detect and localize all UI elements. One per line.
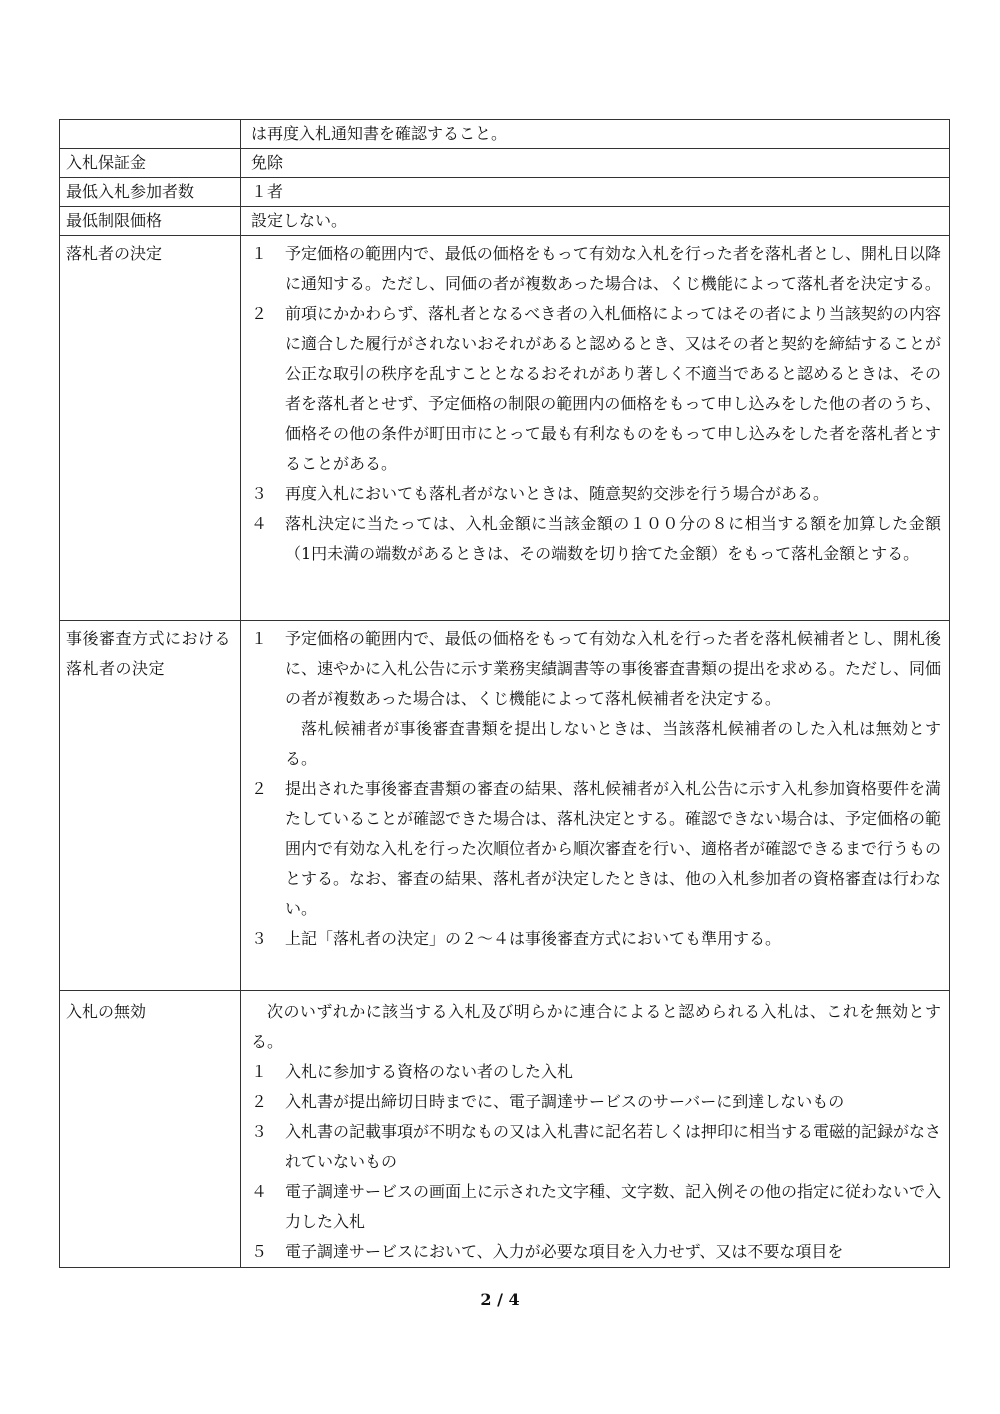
item-number: ２ bbox=[251, 779, 268, 798]
item-number: １ bbox=[251, 244, 268, 263]
row-label bbox=[60, 120, 241, 149]
list-item bbox=[251, 479, 941, 509]
item-text: 入札に参加する資格のない者のした入札 bbox=[285, 1062, 574, 1081]
table-row-decision bbox=[60, 236, 950, 621]
row-content: 免除 bbox=[241, 149, 950, 178]
list-item bbox=[251, 1237, 941, 1267]
row-content bbox=[241, 991, 950, 1268]
item-number: ３ bbox=[251, 484, 268, 503]
list-item bbox=[251, 774, 941, 924]
list-item bbox=[251, 509, 941, 569]
item-text: 提出された事後審査書類の審査の結果、落札候補者が入札公告に示す入札参加資格要件を満たしていることが確認できた場合は、落札決定とする。確認できない場合は、予定価格の範囲内で有効な入札を行った次順位者から順次審査を行い、適格者が確認できるまで行うものとする。なお、審査の結果、落札者が決定したときは、他の入札参加者の資格審査は行わない。 bbox=[285, 779, 942, 918]
item-number: ４ bbox=[251, 1182, 268, 1201]
list-item bbox=[251, 624, 941, 714]
row-label: 入札の無効 bbox=[60, 991, 241, 1268]
item-text: 予定価格の範囲内で、最低の価格をもって有効な入札を行った者を落札者とし、開札日以降に通知する。ただし、同価の者が複数あった場合は、くじ機能によって落札者を決定する。 bbox=[285, 244, 941, 293]
row-content bbox=[241, 621, 950, 991]
row-label: 入札保証金 bbox=[60, 149, 241, 178]
row-content: 設定しない。 bbox=[241, 207, 950, 236]
list-item bbox=[251, 1087, 941, 1117]
table-row-continuation bbox=[60, 120, 950, 149]
list-item bbox=[251, 924, 941, 954]
row-content bbox=[241, 236, 950, 621]
item-number: ３ bbox=[251, 929, 268, 948]
item-number: ４ bbox=[251, 514, 268, 533]
item-number: ３ bbox=[251, 1122, 268, 1141]
list-item bbox=[251, 239, 941, 299]
row-content: １者 bbox=[241, 178, 950, 207]
item-text: 入札書の記載事項が不明なもの又は入札書に記名若しくは押印に相当する電磁的記録がなされていないもの bbox=[285, 1122, 942, 1171]
table-row-deposit bbox=[60, 149, 950, 178]
row-label: 最低入札参加者数 bbox=[60, 178, 241, 207]
row-label: 落札者の決定 bbox=[60, 236, 241, 621]
intro-text: 次のいずれかに該当する入札及び明らかに連合によると認められる入札は、これを無効とする。 bbox=[251, 1002, 941, 1051]
item-text: 前項にかかわらず、落札者となるべき者の入札価格によってはその者により当該契約の内容に適合した履行がされないおそれがあると認めるとき、又はその者と契約を締結することが公正な取引の秩序を乱すこととなるおそれがあり著しく不適当であると認めるときは、その者を落札者とせず、予定価格の制限の範囲内の価格をもって申し込みをした他の者のうち、価格その他の条件が町田市にとって最も有利なものをもって申し込みをした者を落札者とすることがある。 bbox=[285, 304, 942, 473]
item-text: 予定価格の範囲内で、最低の価格をもって有効な入札を行った者を落札候補者とし、開札後に、速やかに入札公告に示す業務実績調書等の事後審査書類の提出を求める。ただし、同価の者が複数あった場合は、くじ機能によって落札候補者を決定する。 bbox=[285, 629, 942, 708]
item-number: ２ bbox=[251, 1092, 268, 1111]
item-number: ５ bbox=[251, 1242, 268, 1261]
table-row-post-review bbox=[60, 621, 950, 991]
item-text: 電子調達サービスにおいて、入力が必要な項目を入力せず、又は不要な項目を bbox=[285, 1242, 844, 1261]
item-text: 落札候補者が事後審査書類を提出しないときは、当該落札候補者のした入札は無効とする。 bbox=[285, 719, 941, 768]
list-item bbox=[251, 1177, 941, 1237]
row-label: 最低制限価格 bbox=[60, 207, 241, 236]
item-text: 再度入札においても落札者がないときは、随意契約交渉を行う場合がある。 bbox=[285, 484, 830, 503]
item-text: 入札書が提出締切日時までに、電子調達サービスのサーバーに到達しないもの bbox=[285, 1092, 845, 1111]
table-row-min-bidders bbox=[60, 178, 950, 207]
item-text: 上記「落札者の決定」の２～４は事後審査方式においても準用する。 bbox=[285, 929, 782, 948]
item-number: １ bbox=[251, 1062, 268, 1081]
item-number bbox=[251, 714, 285, 774]
row-content: は再度入札通知書を確認すること。 bbox=[241, 120, 950, 149]
list-item bbox=[251, 1057, 941, 1087]
terms-table bbox=[59, 119, 950, 1268]
item-text: 落札決定に当たっては、入札金額に当該金額の１００分の８に相当する額を加算した金額（1円未満の端数があるときは、その端数を切り捨てた金額）をもって落札金額とする。 bbox=[285, 514, 941, 563]
list-item bbox=[251, 299, 941, 479]
row-label: 事後審査方式における落札者の決定 bbox=[60, 621, 241, 991]
item-text: 電子調達サービスの画面上に示された文字種、文字数、記入例その他の指定に従わないで入力した入札 bbox=[285, 1182, 942, 1231]
list-item bbox=[251, 714, 941, 774]
table-row-min-price bbox=[60, 207, 950, 236]
page-indicator: 2 / 4 bbox=[480, 1290, 520, 1309]
table-row-invalid bbox=[60, 991, 950, 1268]
item-number: ２ bbox=[251, 304, 268, 323]
list-item bbox=[251, 1117, 941, 1177]
item-number: １ bbox=[251, 629, 268, 648]
